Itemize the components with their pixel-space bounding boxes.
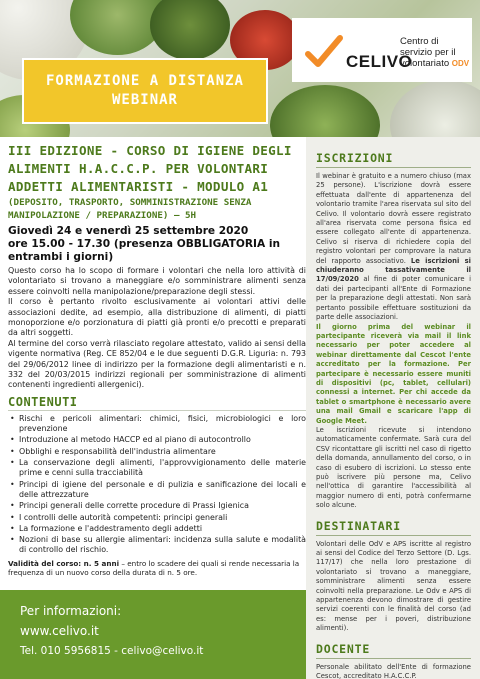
iscrizioni-paragraph [316,323,471,426]
course-date: Giovedì 24 e venerdì 25 settembre 2020 [8,225,249,237]
info-band [0,590,306,679]
contents-heading: CONTENUTI [8,395,306,411]
celivo-logo-mark-icon [302,32,346,72]
iscrizioni-link-note: Il giorno prima del webinar il partecipante riceverà via mail il link necessario per poter accedere al webinar direttamente dal Cescot l'ente accreditato per la formazione. [316,322,471,369]
logo-tagline-line: servizio per il [400,47,456,58]
intro-paragraph: Il corso è pertanto rivolto esclusivamente ai volontari attivi delle associazioni dedite, ad esempio, alla distribuzione di alimenti, di piatti monoporzione e/o porzionatura di piatti già pronti e/o precotti e preparati da altri soggetti. [8,297,306,338]
iscrizioni-device-note: Per partecipare è necessario essere muniti di dispositivi (pc, tablet, cellulari) connessi a internet. Per chi accede da tablet o smartphone è necessario avere una mail Gmail e scaricare l'app di Google Meet. [316,360,471,425]
sidebar-column [306,137,480,679]
list-item: • Nozioni di base su allergie alimentari: incidenza sulla salute e modalità di controllo del rischio. [8,535,306,556]
destinatari-text: Volontari delle OdV e APS iscritte al registro ai sensi del Codice del Terzo Settore (D. Lgs. 117/17) che nella loro prestazione di volontariato si trovano a maneggiare, somministrare alimenti senza essere coinvolti nella preparazione. Le Odv e APS di appartenenza devono dimostrare di gestire servizi coerenti con le finalità del corso (ad es: mense per i poveri, distribuzione alimenti). [316,539,471,633]
course-title-line: ADDETTI ALIMENTARISTI - MODULO A1 [8,179,269,194]
iscrizioni-paragraph: Le iscrizioni ricevute si intendono automaticamente confermate. Sarà cura del CSV ricontattare gli iscritti nel caso di rigetto della domanda, annullamento del corso, o in caso di esubero di iscrizioni. Lo stesso ente può iscrivere più persone ma, Celivo nell'ottica di garantire l'accessibilità al maggior numero di enti, potrà confermarne solo alcune. [316,425,471,510]
contact-details[interactable]: Tel. 010 5956815 - celivo@celivo.it [20,645,204,657]
iscrizioni-text: al fine di poter comunicare i dati dei partecipanti all'Ente di Formazione per la preparazione degli attestati. Non sarà pertanto possibile effettuare sostituzioni da parte delle associazioni. [316,275,471,322]
vegetable-image [270,85,380,137]
logo-name: CELIVO [346,52,413,71]
validity-label: Validità del corso: n. 5 anni [8,558,120,568]
logo-tagline [400,36,469,69]
list-item: • I controlli delle autorità competenti: principi generali [8,513,306,523]
hero-title-box [22,58,268,124]
website-link[interactable]: www.celivo.it [20,624,99,638]
list-item: • Principi di igiene del personale e di pulizia e sanificazione dei locali e delle attrezzature [8,480,306,501]
hero-banner [0,0,480,137]
intro-paragraph: Questo corso ha lo scopo di formare i volontari che nella loro attività di volontariato si trovano a maneggiare e/o somministrare alimenti senza essere coinvolti nella manipolazione/preparazione degli stessi. [8,266,306,296]
docente-heading: DOCENTE [316,642,471,659]
course-title-line: III EDIZIONE - CORSO DI IGIENE DEGLI [8,143,292,158]
intro-paragraph: Al termine del corso verrà rilasciato regolare attestato, valido ai sensi della vigente normativa (Reg. CE 852/04 e le due seguenti D.G.R. Liguria: n. 793 del 29/06/2012 linee di indirizzo per la formazione degli alimentaristi e n. 332 del 20/03/2015 indirizzi regionali per somministrazione di alimenti contenenti ingredienti allergenici). [8,338,306,390]
course-title-line: ALIMENTI H.A.C.C.P. PER VOLONTARI [8,161,269,176]
list-item: • La conservazione degli alimenti, l'approvvigionamento delle materie prime e cenni sulla tracciabilità [8,458,306,479]
logo-tagline-line: Centro di [400,36,439,47]
validity-note [8,559,306,578]
course-time-note: entrambi i giorni) [8,251,114,263]
list-item: • Principi generali delle corrette procedure di Prassi Igienica [8,501,306,511]
iscrizioni-text: Il webinar è gratuito e a numero chiuso (max 25 persone). L'iscrizione dovrà essere effettuata dall'ente di appartenenza del volontario tramite l'area riservata sul sito del Celivo. Il volontario dovrà essere registrato all'area riservata come persona fisica ed essere collegato all'ente di appartenenza. Celivo si riserva di richiedere copia del registro volontari per comprovare la natura del rapporto associativo. [316,172,471,265]
docente-text: Personale abilitato dell'Ente di formazione Cescot, accreditato H.A.C.C.P. [316,662,471,679]
contents-list [8,414,306,556]
iscrizioni-deadline: Le iscrizioni si chiuderanno tassativamente il 17/09/2020 [316,256,471,284]
vegetable-image [150,0,230,60]
main-column [8,142,306,577]
list-item: • Rischi e pericoli alimentari: chimici, fisici, microbiologici e loro prevenzione [8,414,306,435]
course-time: ore 15.00 - 17.30 (presenza OBBLIGATORIA in [8,238,281,250]
list-item: • La formazione e l'addestramento degli addetti [8,524,306,534]
celivo-logo [292,18,472,82]
validity-text: – entro lo scadere dei quali si rende necessaria la frequenza di un nuovo corso della durata di n. 5 ore. [8,558,300,578]
course-subtitle-line: (DEPOSITO, TRASPORTO, SOMMINISTRAZIONE SENZA [8,197,252,208]
iscrizioni-paragraph [316,172,471,323]
iscrizioni-heading: ISCRIZIONI [316,151,471,168]
destinatari-heading: DESTINATARI [316,519,471,536]
list-item: • Introduzione al metodo HACCP ed al piano di autocontrollo [8,435,306,445]
list-item: • Obblighi e responsabilità dell'industria alimentare [8,447,306,457]
logo-odv-label: ODV [451,59,470,68]
info-heading: Per informazioni: [20,604,122,618]
hero-title: FORMAZIONE A DISTANZA [45,73,244,89]
course-subtitle-line: MANIPOLAZIONE / PREPARAZIONE) – 5H [8,210,197,221]
logo-tagline-line [400,58,469,69]
hero-subtitle: WEBINAR [111,92,178,108]
logo-tagline-text: volontariato [400,58,450,69]
vegetable-image [390,80,480,137]
